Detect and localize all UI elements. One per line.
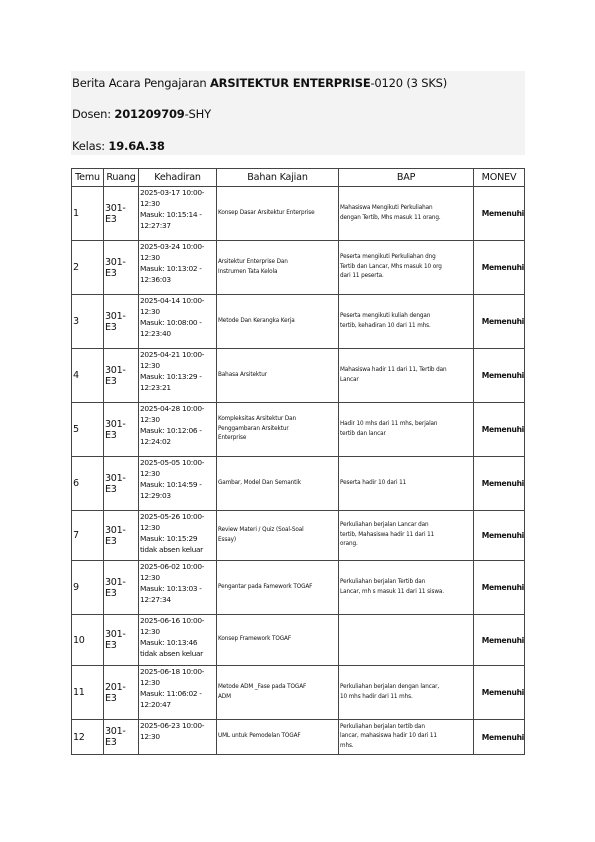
attendance-line: 12:27:37: [140, 221, 171, 230]
attendance-line: 2025-05-26 10:00-: [140, 512, 205, 521]
attendance-cell: [139, 241, 217, 295]
attendance-line: Masuk: 10:15:14 -: [140, 210, 202, 219]
col-header-room: Ruang: [104, 169, 139, 187]
room-cell: 301-E3: [104, 241, 139, 295]
bap-line: Lancar: [340, 376, 359, 383]
material-line: Bahasa Arsitektur: [218, 371, 268, 378]
table-row: [72, 349, 525, 403]
bap-cell: [339, 720, 474, 755]
col-header-monev: MONEV: [474, 169, 525, 187]
material-cell: [217, 561, 339, 615]
attendance-line: 12:24:02: [140, 437, 171, 446]
monev-status-cell: Memenuhi: [474, 403, 525, 457]
attendance-line: 12:30: [140, 573, 160, 582]
monev-status-cell: Memenuhi: [474, 295, 525, 349]
attendance-line: Masuk: 10:14:59 -: [140, 480, 202, 489]
attendance-line: Masuk: 10:13:29 -: [140, 372, 202, 381]
table-row: [72, 457, 525, 511]
table-row: [72, 615, 525, 666]
attendance-line: 12:20:47: [140, 700, 171, 709]
attendance-line: 12:23:40: [140, 329, 171, 338]
attendance-line: 12:30: [140, 361, 160, 370]
bap-cell: [339, 295, 474, 349]
meeting-number-cell: 6: [72, 457, 104, 511]
attendance-line: Masuk: 10:13:02 -: [140, 264, 202, 273]
meeting-number-cell: 9: [72, 561, 104, 615]
room-cell: 301-E3: [104, 295, 139, 349]
material-cell: [217, 295, 339, 349]
monev-status-cell: Memenuhi: [474, 187, 525, 241]
room-cell: 301-E3: [104, 561, 139, 615]
bap-line: Perkuliahan berjalan dengan lancar,: [340, 684, 440, 690]
attendance-line: 12:36:03: [140, 275, 171, 284]
table-row: [72, 295, 525, 349]
material-cell: [217, 457, 339, 511]
material-line: Metode Dan Kerangka Kerja: [218, 317, 295, 324]
bap-line: tertib, kehadiran 10 dari 11 mhs.: [340, 322, 431, 329]
bap-cell: [339, 457, 474, 511]
room-cell: 301-E3: [104, 511, 139, 561]
class-line: [72, 139, 165, 153]
table-row: [72, 666, 525, 720]
attendance-cell: [139, 615, 217, 666]
table-body: [72, 187, 525, 755]
report-header: [71, 71, 525, 155]
room-cell: 201-E3: [104, 666, 139, 720]
attendance-line: 12:30: [140, 678, 160, 687]
attendance-cell: [139, 561, 217, 615]
bap-line: Perkuliahan berjalan Lancar dan: [340, 522, 429, 529]
lecturer-line: [72, 107, 211, 121]
monev-status-cell: Memenuhi: [474, 457, 525, 511]
table-row: [72, 403, 525, 457]
attendance-line: 12:30: [140, 199, 160, 208]
col-header-meeting: Temu: [72, 169, 104, 187]
bap-line: Tertib dan Lancar, Mhs masuk 10 org: [340, 263, 442, 270]
bap-line: mhs.: [340, 742, 354, 749]
bap-line: Hadir 10 mhs dari 11 mhs, berjalan: [340, 421, 438, 427]
monev-status-cell: Memenuhi: [474, 561, 525, 615]
monev-status-cell: Memenuhi: [474, 241, 525, 295]
lecturer-code: -SHY: [184, 107, 211, 121]
attendance-cell: [139, 403, 217, 457]
attendance-line: 12:23:21: [140, 383, 171, 392]
class-label: Kelas:: [72, 139, 109, 153]
bap-cell: [339, 403, 474, 457]
bap-cell: [339, 349, 474, 403]
attendance-line: tidak absen keluar: [140, 545, 203, 554]
material-line: Penggambaran Arsitektur: [218, 425, 289, 432]
attendance-line: 12:30: [140, 732, 160, 741]
bap-line: tertib dan lancar: [340, 430, 386, 437]
attendance-line: Masuk: 10:08:00 -: [140, 318, 202, 327]
table-row: [72, 720, 525, 755]
material-cell: [217, 720, 339, 755]
bap-line: lancar, mahasiswa hadir 10 dari 11: [340, 733, 437, 740]
table-header-row: [72, 169, 525, 187]
bap-line: dari 11 peserta.: [340, 273, 384, 280]
attendance-line: 2025-06-23 10:00-: [140, 721, 205, 730]
room-cell: 301-E3: [104, 187, 139, 241]
bap-line: tertib, Mahasiswa hadir 11 dari 11: [340, 531, 435, 538]
attendance-line: 12:30: [140, 469, 160, 478]
monev-status-cell: Memenuhi: [474, 720, 525, 755]
meeting-number-cell: 12: [72, 720, 104, 755]
bap-cell: [339, 187, 474, 241]
course-name: ARSITEKTUR ENTERPRISE: [209, 76, 371, 90]
attendance-line: 2025-06-02 10:00-: [140, 562, 205, 571]
attendance-line: 2025-03-17 10:00-: [140, 188, 205, 197]
table-row: [72, 511, 525, 561]
col-header-bap: BAP: [339, 169, 474, 187]
material-line: Kompleksitas Arsitektur Dan: [218, 416, 297, 423]
monev-status-cell: Memenuhi: [474, 511, 525, 561]
material-line: Metode ADM _Fase pada TOGAF: [218, 684, 307, 690]
meeting-number-cell: 3: [72, 295, 104, 349]
report-title: [72, 76, 447, 90]
meeting-number-cell: 5: [72, 403, 104, 457]
material-line: ADM: [218, 693, 231, 700]
attendance-cell: [139, 187, 217, 241]
bap-line: Mahasiswa hadir 11 dari 11, Tertib dan: [340, 367, 447, 373]
bap-line: Mahasiswa Mengikuti Perkuliahan: [340, 205, 433, 211]
material-line: Enterprise: [218, 435, 247, 442]
room-cell: 301-E3: [104, 615, 139, 666]
bap-line: Perkuliahan berjalan tertib dan: [340, 723, 425, 730]
bap-cell: [339, 615, 474, 666]
bap-cell: [339, 241, 474, 295]
attendance-line: Masuk: 10:13:03 -: [140, 584, 202, 593]
bap-line: dengan Tertib, Mhs masuk 11 orang.: [340, 214, 441, 221]
material-line: Gambar, Model Dan Semantik: [218, 479, 301, 486]
material-line: Essay): [218, 536, 236, 543]
attendance-line: Masuk: 10:13:46: [140, 638, 198, 647]
meeting-number-cell: 10: [72, 615, 104, 666]
attendance-cell: [139, 457, 217, 511]
attendance-cell: [139, 511, 217, 561]
monev-status-cell: Memenuhi: [474, 615, 525, 666]
material-line: Konsep Framework TOGAF: [218, 636, 292, 643]
material-line: UML untuk Pemodelan TOGAF: [218, 733, 301, 740]
course-code: -0120 (3 SKS): [370, 76, 448, 90]
lecturer-id: 201209709: [114, 107, 185, 121]
table-row: [72, 561, 525, 615]
attendance-line: Masuk: 11:06:02 -: [140, 689, 202, 698]
material-line: Review Materi / Quiz (Soal-Soal: [218, 527, 304, 533]
material-cell: [217, 403, 339, 457]
attendance-line: 12:30: [140, 253, 160, 262]
material-cell: [217, 349, 339, 403]
material-cell: [217, 615, 339, 666]
bap-line: Peserta mengikuti Perkuliahan dng: [340, 254, 436, 261]
bap-cell: [339, 511, 474, 561]
title-prefix: Berita Acara Pengajaran: [72, 76, 210, 90]
meeting-number-cell: 7: [72, 511, 104, 561]
attendance-line: 2025-06-18 10:00-: [140, 667, 205, 676]
attendance-cell: [139, 295, 217, 349]
material-cell: [217, 187, 339, 241]
attendance-line: 2025-04-28 10:00-: [140, 404, 205, 413]
bap-line: 10 mhs hadir dari 11 mhs.: [340, 693, 413, 700]
bap-line: Peserta mengikuti kuliah dengan: [340, 313, 431, 319]
bap-line: Lancar, mh s masuk 11 dari 11 siswa.: [340, 588, 445, 595]
monev-status-cell: Memenuhi: [474, 666, 525, 720]
table-row: [72, 187, 525, 241]
attendance-line: 12:29:03: [140, 491, 171, 500]
meeting-number-cell: 2: [72, 241, 104, 295]
attendance-line: 12:30: [140, 523, 160, 532]
monev-status-cell: Memenuhi: [474, 349, 525, 403]
attendance-cell: [139, 720, 217, 755]
attendance-line: 12:27:34: [140, 595, 171, 604]
meeting-number-cell: 4: [72, 349, 104, 403]
attendance-cell: [139, 349, 217, 403]
attendance-line: 2025-03-24 10:00-: [140, 242, 205, 251]
material-line: Arsitektur Enterprise Dan: [218, 259, 288, 265]
bap-cell: [339, 561, 474, 615]
bap-line: Peserta hadir 10 dari 11: [340, 479, 407, 486]
room-cell: 301-E3: [104, 403, 139, 457]
attendance-line: 2025-04-21 10:00-: [140, 350, 205, 359]
lecturer-label: Dosen:: [72, 107, 115, 121]
material-line: Pengantar pada Famework TOGAF: [218, 583, 313, 590]
material-cell: [217, 666, 339, 720]
col-header-attendance: Kehadiran: [139, 169, 217, 187]
room-cell: 301-E3: [104, 720, 139, 755]
material-line: Instrumen Tata Kelola: [218, 268, 278, 275]
material-cell: [217, 511, 339, 561]
attendance-line: 2025-04-14 10:00-: [140, 296, 205, 305]
attendance-line: 12:30: [140, 415, 160, 424]
room-cell: 301-E3: [104, 457, 139, 511]
room-cell: 301-E3: [104, 349, 139, 403]
attendance-line: 2025-06-16 10:00-: [140, 616, 205, 625]
meeting-number-cell: 1: [72, 187, 104, 241]
attendance-line: Masuk: 10:12:06 -: [140, 426, 202, 435]
teaching-report-table: [71, 168, 525, 755]
class-value: 19.6A.38: [108, 139, 165, 153]
attendance-line: tidak absen keluar: [140, 649, 203, 658]
material-cell: [217, 241, 339, 295]
attendance-line: Masuk: 10:15:29: [140, 534, 198, 543]
col-header-material: Bahan Kajian: [217, 169, 339, 187]
table-row: [72, 241, 525, 295]
bap-cell: [339, 666, 474, 720]
bap-line: orang.: [340, 541, 358, 548]
attendance-cell: [139, 666, 217, 720]
attendance-line: 12:30: [140, 307, 160, 316]
bap-line: Perkuliahan berjalan Tertib dan: [340, 579, 426, 585]
attendance-line: 12:30: [140, 627, 160, 636]
attendance-line: 2025-05-05 10:00-: [140, 458, 205, 467]
meeting-number-cell: 11: [72, 666, 104, 720]
material-line: Konsep Dasar Arsitektur Enterprise: [218, 209, 315, 216]
